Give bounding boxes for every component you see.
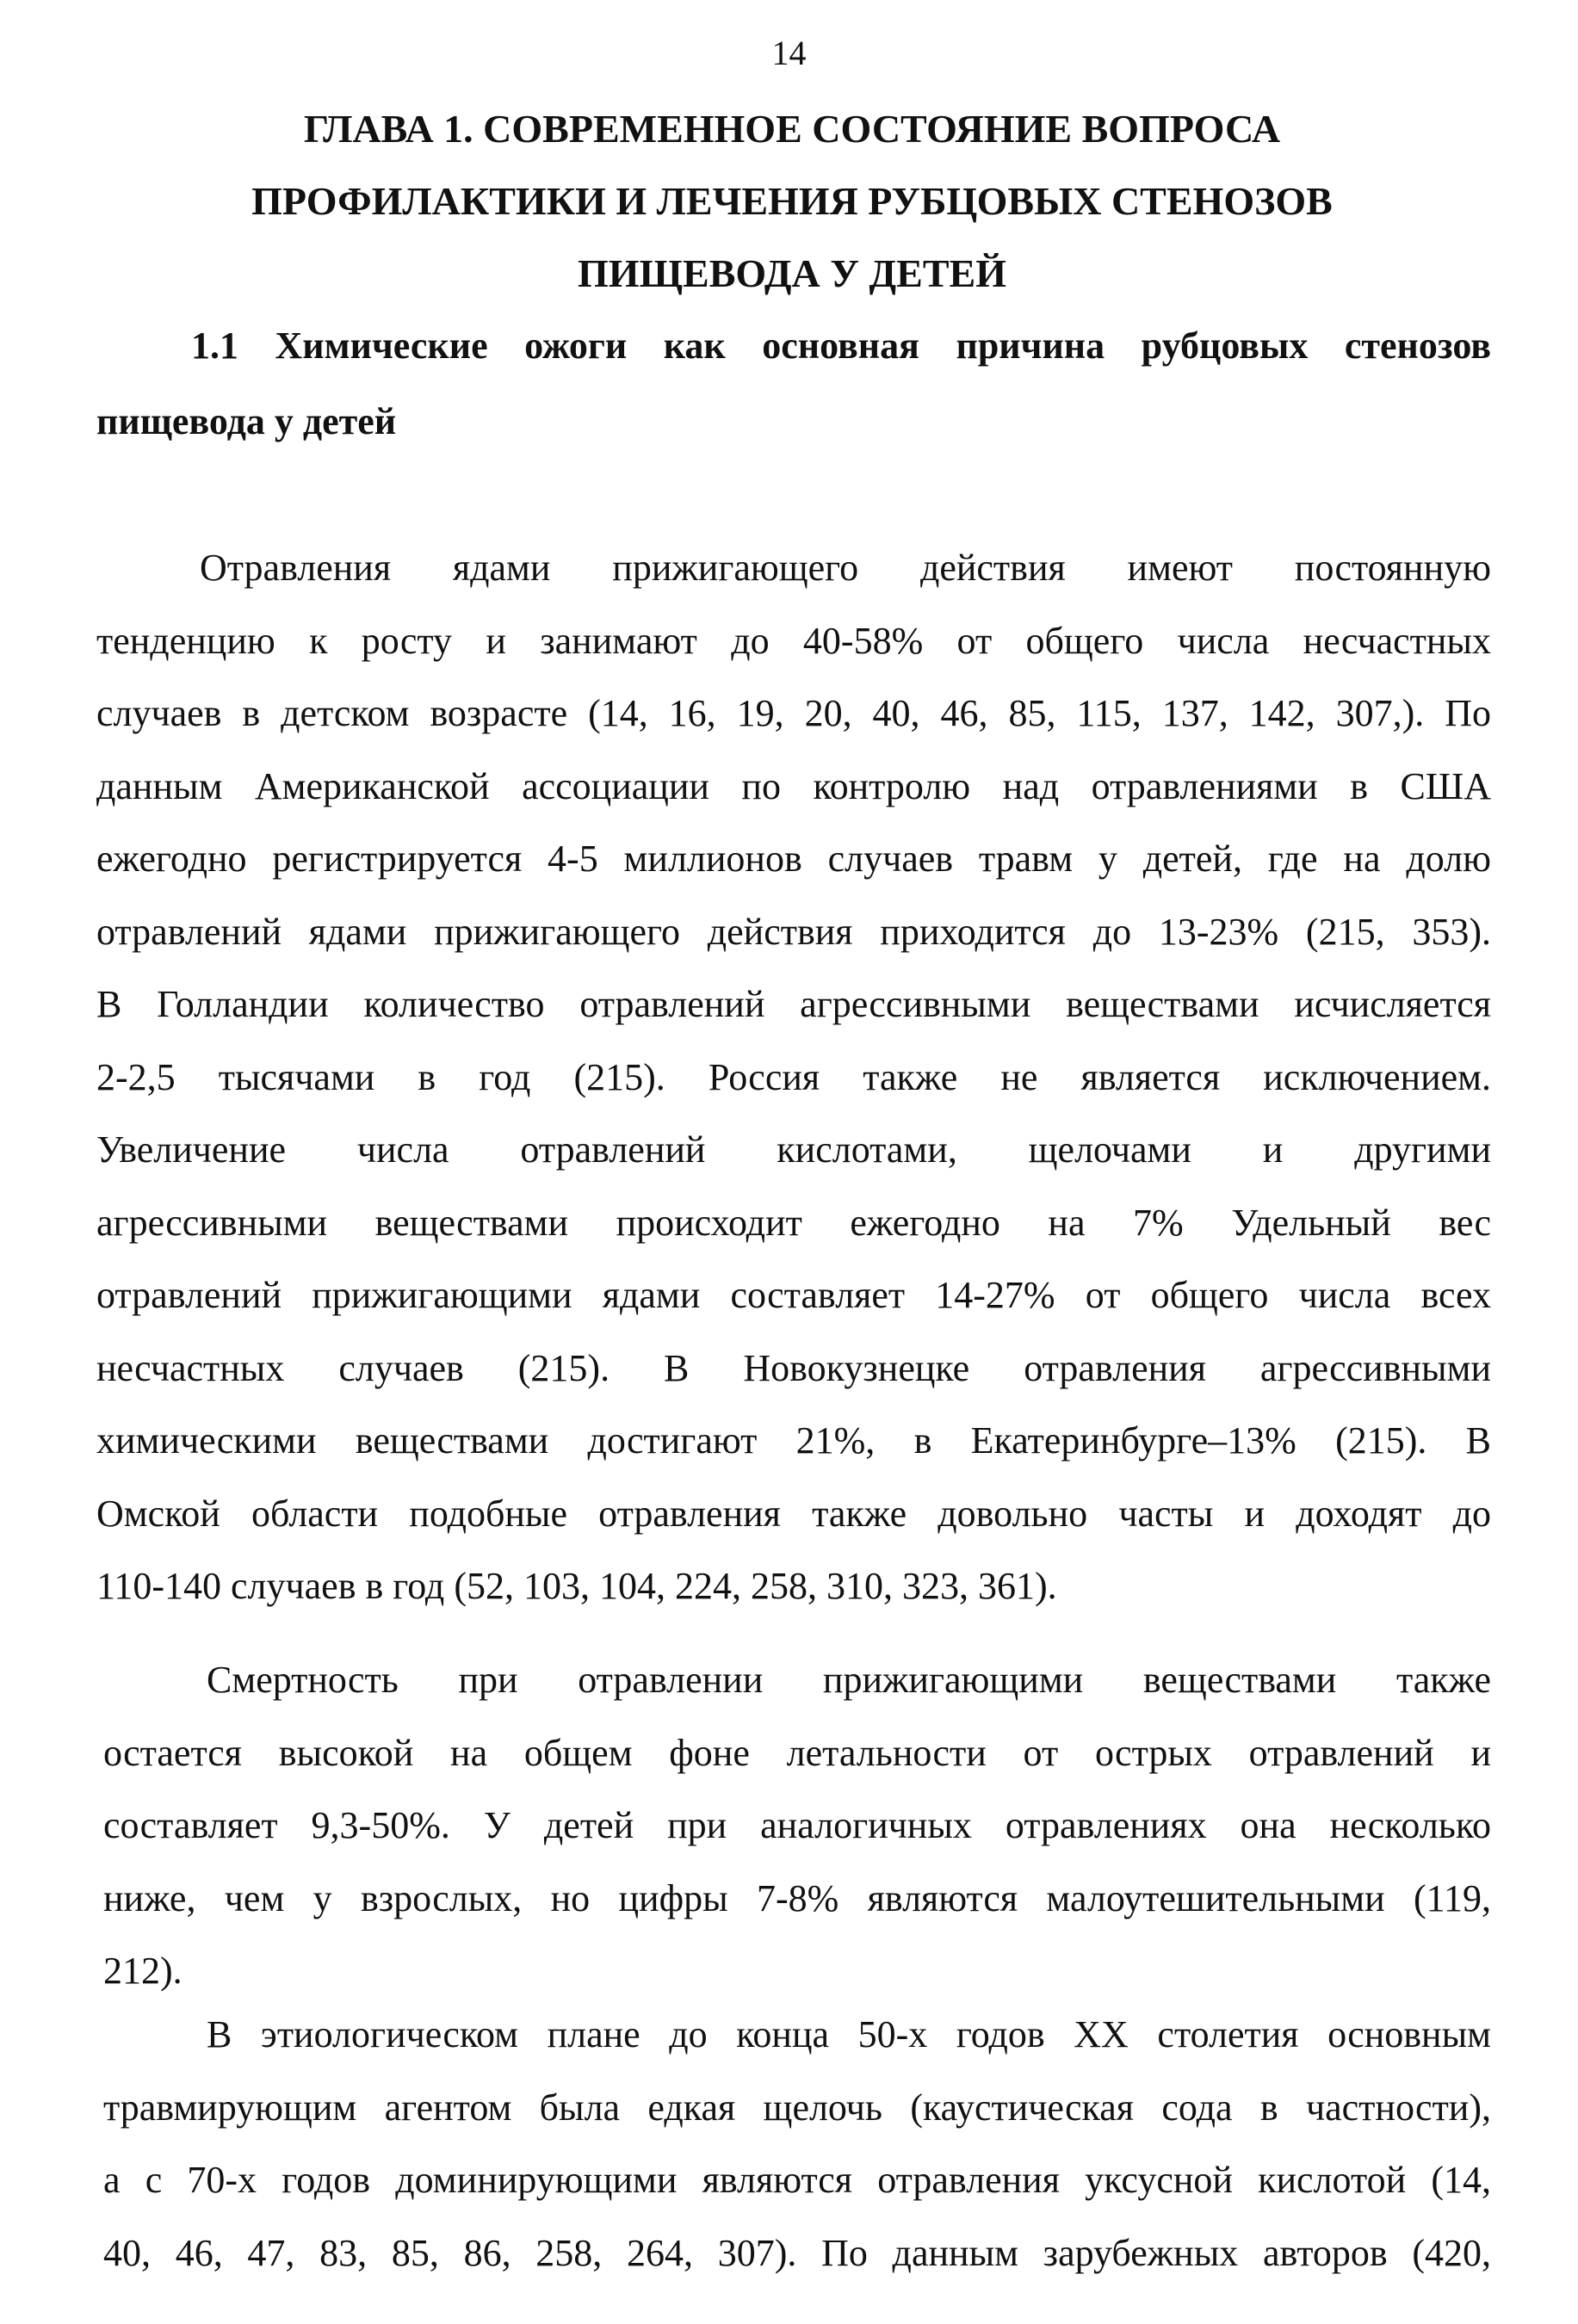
paragraph-line: Отравления ядами прижигающего действия имеют постоянную [200,547,1491,589]
chapter-title-line: ПИЩЕВОДА У ДЕТЕЙ [577,251,1007,295]
paragraph-line: 212). [103,1950,183,1992]
paragraph-line: несчастных случаев (215). В Новокузнецке отравления агрессивными [96,1346,1491,1389]
paragraph-line: В Голландии количество отравлений агрессивными веществами исчисляется [96,983,1491,1025]
paragraph-line: ниже, чем у взрослых, но цифры 7-8% являются малоутешительными (119, [103,1876,1491,1919]
paragraph-line: В этиологическом плане до конца 50-х годов XX столетия основным [207,2013,1491,2055]
paragraph-line: остается высокой на общем фоне летальности от острых отравлений и [103,1731,1491,1774]
paragraph-line: ежегодно регистрируется 4-5 миллионов случаев травм у детей, где на долю [96,838,1491,880]
paragraph-line: 110-140 случаев в год (52, 103, 104, 224, 258, 310, 323, 361). [96,1565,1057,1607]
paragraph-line: агрессивными веществами происходит ежегодно на 7% Удельный вес [96,1201,1491,1244]
chapter-title-line: ПРОФИЛАКТИКИ И ЛЕЧЕНИЯ РУБЦОВЫХ СТЕНОЗОВ [251,179,1333,223]
chapter-title [121,93,1464,310]
paragraph-line: отравлений ядами прижигающего действия приходится до 13-23% (215, 353). [96,910,1491,953]
paragraph-line: отравлений прижигающими ядами составляет 14-27% от общего числа всех [96,1274,1491,1316]
paragraph-line: данным Американской ассоциации по контролю над отравлениями в США [96,764,1491,807]
paragraph-line: Увеличение числа отравлений кислотами, щелочами и другими [96,1128,1491,1171]
paragraph-line: составляет 9,3-50%. У детей при аналогичных отравлениях она несколько [103,1804,1491,1846]
page-number: 14 [771,34,807,72]
paragraph [103,1999,1491,2290]
paragraph-line: тенденцию к росту и занимают до 40-58% от общего числа несчастных [96,619,1491,662]
paragraph [96,532,1491,1623]
section-title-line: 1.1 Химические ожоги как основная причина рубцовых стенозов [191,324,1491,367]
section-title-line: пищевода у детей [96,400,397,442]
paragraph-line: а с 70-х годов доминирующими являются отравления уксусной кислотой (14, [103,2159,1491,2201]
chapter-title-line: ГЛАВА 1. СОВРЕМЕННОЕ СОСТОЯНИЕ ВОПРОСА [303,107,1281,151]
paragraph-line: Омской области подобные отравления также довольно часты и доходят до [96,1492,1491,1535]
paragraph-line: 2-2,5 тысячами в год (215). Россия также не является исключением. [96,1055,1491,1098]
paragraph-line: химическими веществами достигают 21%, в Екатеринбурге–13% (215). В [96,1419,1491,1462]
paragraph-line: случаев в детском возрасте (14, 16, 19, 20, 40, 46, 85, 115, 137, 142, 307,). По [96,692,1491,734]
paragraph-line: Смертность при отравлении прижигающими веществами также [207,1659,1491,1701]
paragraph [103,1644,1491,2008]
paragraph-line: 40, 46, 47, 83, 85, 86, 258, 264, 307). По данным зарубежных авторов (420, [103,2231,1491,2274]
paragraph-line: травмирующим агентом была едкая щелочь (каустическая сода в частности), [103,2086,1491,2129]
section-title [96,308,1491,460]
